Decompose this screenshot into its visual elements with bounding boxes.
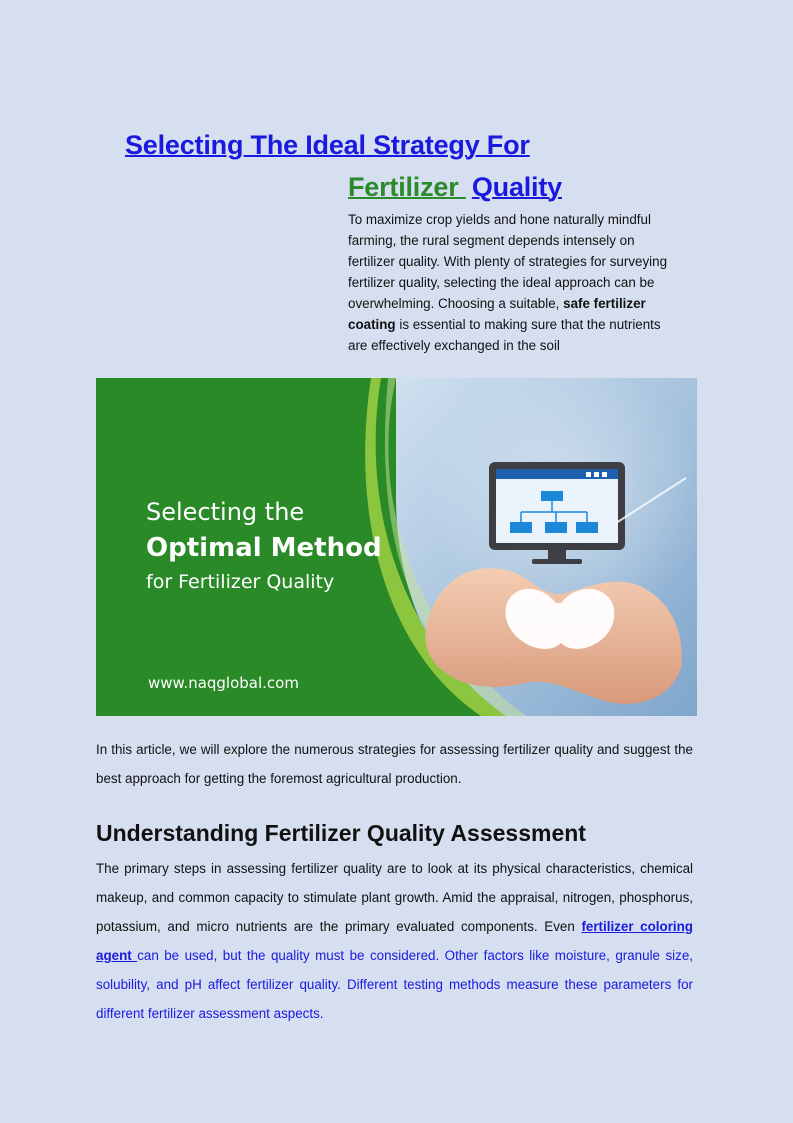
hero-image [96,378,697,716]
section-text: The primary steps in assessing fertilizer quality are to look at its physical characteristics, chemical makeup, and common capacity to stimulate plant growth. Amid the appraisal, nitrogen, phosphorus, potassium, and micro nutrients are the primary evaluated components. Even [96,861,693,934]
page-title[interactable]: Selecting The Ideal Strategy For [125,130,530,160]
monitor-icon [489,462,625,564]
intro-paragraph [348,209,674,356]
intro-text: To maximize crop yields and hone naturally mindful farming, the rural segment depends intensely on fertilizer quality. With plenty of strategies for surveying fertilizer quality, selecting the ideal approach can be overwhelming. Choosing a suitable, [348,212,668,311]
hero-heading-line2: Optimal Method [146,533,382,563]
article-intro-paragraph: In this article, we will explore the numerous strategies for assessing fertilizer quality and suggest the best approach for getting the foremost agricultural production. [96,742,693,786]
fertilizer-coloring-agent-link[interactable]: fertilizer coloring agent [96,919,693,963]
intro-text-end: is essential to making sure that the nutrients are effectively exchanged in the soil [348,317,661,353]
section-heading: Understanding Fertilizer Quality Assessment [96,820,586,846]
title-fertilizer-link[interactable]: Fertilizer [348,172,466,202]
hero-url: www.naqglobal.com [148,674,299,692]
title-quality-link[interactable]: Quality [471,172,562,202]
hero-heading-line3: for Fertilizer Quality [146,571,335,593]
hero-heading-line1: Selecting the [146,498,305,526]
page-title-line2 [348,172,562,203]
section-paragraph [96,854,693,1028]
intro-bold-term: safe fertilizer coating [348,296,646,332]
section-text-blue: can be used, but the quality must be considered. Other factors like moisture, granule size, solubility, and pH affect fertilizer quality. Different testing methods measure these parameters for different fertilizer assessment aspects. [96,948,693,1021]
